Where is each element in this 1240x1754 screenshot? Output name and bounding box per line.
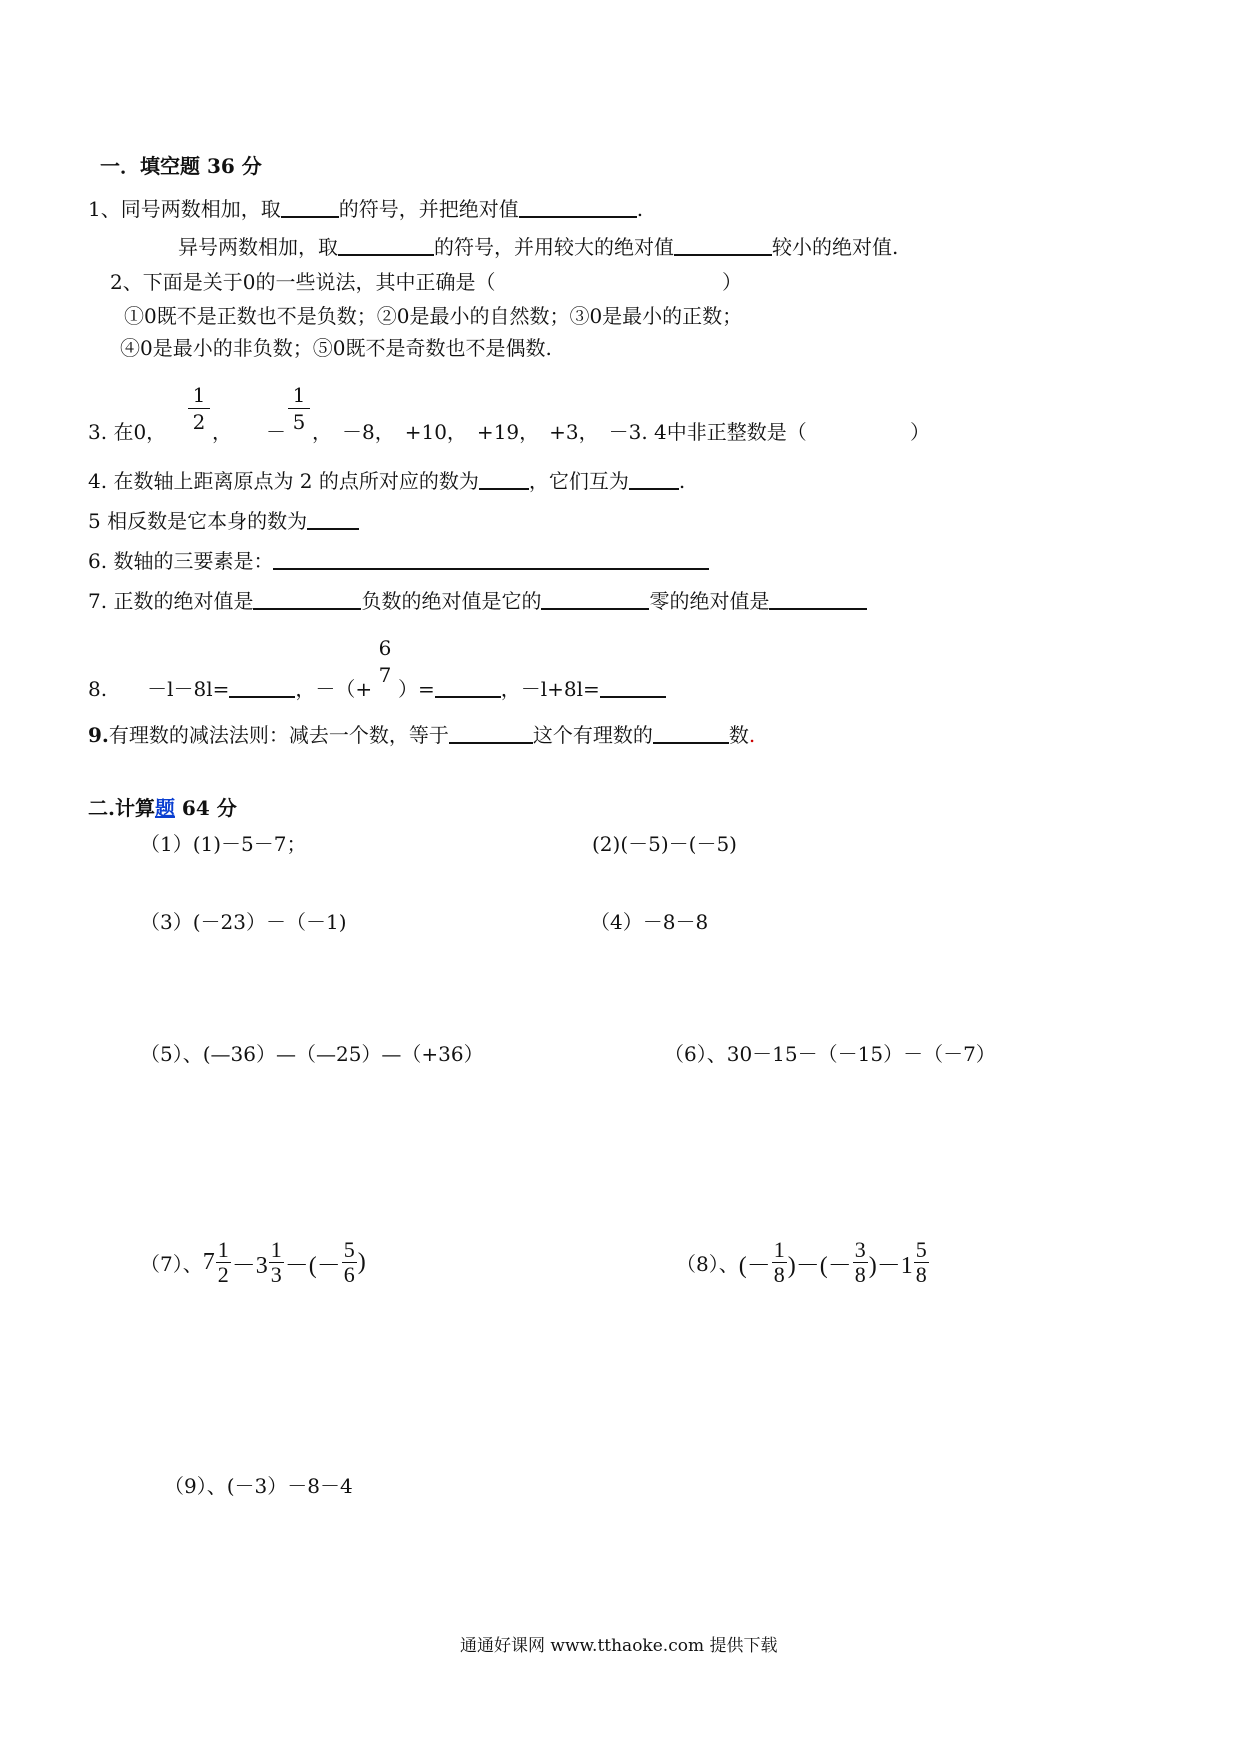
question-3-minus: － xyxy=(266,420,286,444)
blank[interactable] xyxy=(769,588,867,610)
fraction: $\frac{1}{3}$ xyxy=(270,1237,282,1287)
section2-title: 二.计算题 64 分 xyxy=(88,796,237,820)
blank[interactable] xyxy=(653,722,729,744)
blank[interactable] xyxy=(674,234,772,256)
fraction: $\frac{1}{2}$ xyxy=(217,1237,229,1287)
blank[interactable] xyxy=(281,196,339,218)
blank[interactable] xyxy=(307,508,359,530)
problem-2: (2)(－5)－(－5) xyxy=(592,832,737,856)
problem-6: （6）、30－15－（－15）－（－7） xyxy=(664,1042,996,1066)
blank[interactable] xyxy=(519,196,637,218)
question-2-close: ） xyxy=(722,270,742,294)
problem-5: （5）、(—36）—（—25）—（+36） xyxy=(140,1042,484,1066)
blank[interactable] xyxy=(435,676,501,698)
question-9: 9.有理数的减法法则：减去一个数，等于 这个有理数的 数. xyxy=(88,723,756,747)
fraction-one-half: 1 2 xyxy=(188,384,210,433)
question-3-prefix: 3. 在0， xyxy=(88,420,167,444)
fraction: $\frac{5}{8}$ xyxy=(915,1237,927,1287)
fraction-six-sevenths: 6 7 xyxy=(378,636,392,687)
blank[interactable] xyxy=(449,722,533,744)
fraction-one-fifth: 1 5 xyxy=(288,384,310,433)
question-1-line-1: 1、同号两数相加，取 的符号，并把绝对值 . xyxy=(88,197,644,221)
blank[interactable] xyxy=(229,676,295,698)
fraction: $\frac{1}{8}$ xyxy=(773,1237,785,1287)
question-8-b: ）= ，－l+8l= xyxy=(398,676,666,701)
question-3-list: ， －8， +10， +19， +3， －3. 4中非正整数是（ xyxy=(312,420,807,444)
question-5: 5 相反数是它本身的数为 xyxy=(88,508,359,533)
footer-credit: 通通好课网 www.tthaoke.com 提供下载 xyxy=(460,1636,778,1656)
fraction: $\frac{5}{6}$ xyxy=(343,1237,355,1287)
question-7: 7. 正数的绝对值是 负数的绝对值是它的 零的绝对值是 xyxy=(88,588,867,613)
blank[interactable] xyxy=(253,588,361,610)
problem-7: （7）、7 $\frac{1}{2}$ －3 $\frac{1}{3}$ －(－ $\frac{5}{6}$ ) xyxy=(140,1237,366,1287)
blank[interactable] xyxy=(600,676,666,698)
blank[interactable] xyxy=(338,234,434,256)
problem-1: （1）(1)－5－7； xyxy=(140,832,307,856)
question-2-options-2: ④0是最小的非负数；⑤0既不是奇数也不是偶数. xyxy=(120,336,552,360)
problem-4: （4）－8－8 xyxy=(590,910,709,934)
fraction: $\frac{3}{8}$ xyxy=(854,1237,866,1287)
question-4: 4. 在数轴上距离原点为 2 的点所对应的数为 ，它们互为 . xyxy=(88,469,686,493)
problem-9: （9）、(－3）－8－4 xyxy=(164,1474,353,1498)
question-3-comma: ， xyxy=(212,420,232,444)
section1-title: 一．填空题 36 分 xyxy=(100,154,262,178)
question-2-stem: 2、下面是关于0的一些说法，其中正确是（ xyxy=(110,270,496,294)
question-6: 6. 数轴的三要素是： xyxy=(88,548,709,573)
blank[interactable] xyxy=(541,588,649,610)
blank[interactable] xyxy=(479,468,529,490)
question-1-line-2: 异号两数相加，取 的符号，并用较大的绝对值 较小的绝对值. xyxy=(178,235,899,259)
problem-3: （3）(－23）－（－1) xyxy=(140,910,347,934)
blank[interactable] xyxy=(273,548,709,570)
question-8-a: 8. －l－8l= ，－（+ xyxy=(88,677,373,701)
blank[interactable] xyxy=(629,468,679,490)
problem-8: （8）、(－ $\frac{1}{8}$ )－(－ $\frac{3}{8}$ )－1 $\frac{5}{8}$ xyxy=(676,1237,927,1287)
question-2-options-1: ①0既不是正数也不是负数；②0是最小的自然数；③0是最小的正数； xyxy=(124,304,743,328)
question-3-close: ） xyxy=(910,420,930,444)
section2-title-link[interactable]: 题 xyxy=(154,796,175,820)
